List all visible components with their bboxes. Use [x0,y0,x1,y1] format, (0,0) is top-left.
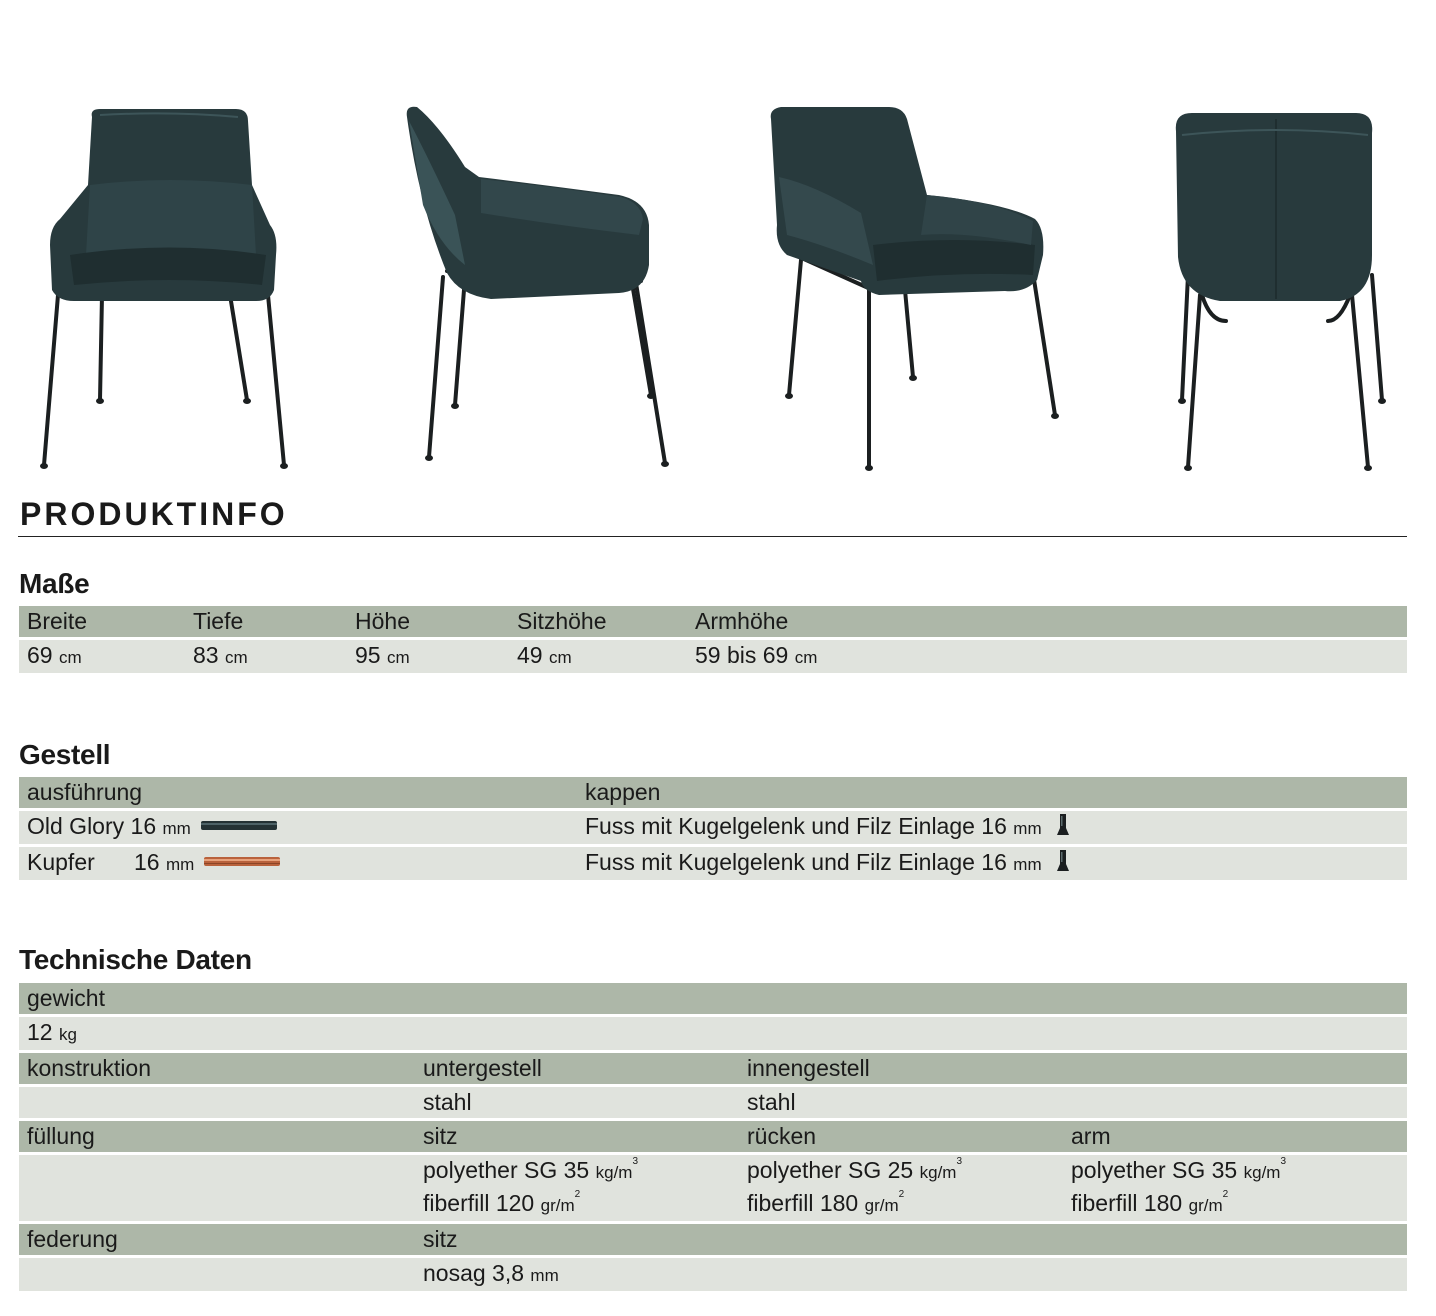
fuellung-ruecken-value: polyether SG 25 $kg/m^3$ fiberfill 180 $gr/m^2$ [739,1155,1063,1221]
untergestell-label: untergestell [415,1053,739,1084]
value-armhoehe: 59 bis 69 cm [687,640,1407,673]
fuellung-ruecken-label: rücken [739,1121,1063,1152]
value-breite: 69 cm [19,640,185,673]
federung-header-row [19,1224,1407,1255]
header-breite: Breite [19,606,185,637]
konstruktion-header-row [19,1053,1407,1084]
header-tiefe: Tiefe [185,606,347,637]
innengestell-label: innengestell [739,1053,1407,1084]
header-hoehe: Höhe [347,606,509,637]
product-views [0,0,1436,480]
gewicht-header-row [19,983,1407,1014]
back-view-image [1140,95,1436,480]
fuellung-sitz-value: polyether SG 35 $kg/m^3$ fiberfill 120 $gr/m^2$ [415,1155,739,1221]
header-armhoehe: Armhöhe [687,606,1407,637]
front-view-image [30,95,330,480]
innengestell-value: stahl [739,1087,1407,1118]
fuellung-arm-value: polyether SG 35 $kg/m^3$ fiberfill 180 $gr/m^2$ [1063,1155,1407,1221]
old-glory-swatch [201,820,277,831]
cap-description: Fuss mit Kugelgelenk und Filz Einlage 16 [585,849,1007,875]
three-quarter-view-image [765,95,1065,480]
fuellung-label: füllung [19,1121,415,1152]
gestell-heading: Gestell [19,739,111,770]
gestell-header-row [19,777,1407,808]
finish-name: Old Glory [27,813,125,839]
header-kappen: kappen [577,777,1407,808]
fuellung-arm-label: arm [1063,1121,1407,1152]
technische-table [19,980,1407,1294]
masse-heading: Maße [19,568,90,599]
konstruktion-value-row [19,1087,1407,1118]
federung-label: federung [19,1224,415,1255]
federung-value-row [19,1258,1407,1291]
fuellung-value-row [19,1155,1407,1221]
federung-sitz-label: sitz [415,1224,1407,1255]
federung-value: nosag 3,8 mm [415,1258,1407,1291]
header-sitzhoehe: Sitzhöhe [509,606,687,637]
gewicht-value-row: 12 kg [19,1017,1407,1050]
masse-value-row [19,640,1407,673]
gestell-row-kupfer: Kupfer 16 mm Fuss mit Kugelgelenk und Filz Einlage 16 mm [19,847,1407,880]
gestell-table [19,774,1407,883]
finish-name: Kupfer [27,849,95,875]
value-sitzhoehe: 49 cm [509,640,687,673]
gewicht-value: 12 [27,1019,53,1045]
page-title: PRODUKTINFO [20,496,288,532]
konstruktion-label: konstruktion [19,1053,415,1084]
technische-heading: Technische Daten [19,944,252,975]
header-ausfuehrung: ausführung [19,777,577,808]
foot-glide-icon [1056,849,1070,873]
masse-header-row [19,606,1407,637]
cap-description: Fuss mit Kugelgelenk und Filz Einlage 16 [585,813,1007,839]
side-view-image [395,95,695,480]
gestell-row-old-glory: Old Glory 16 mm Fuss mit Kugelgelenk und Filz Einlage 16 mm [19,811,1407,844]
gewicht-label: gewicht [19,983,1407,1014]
copper-swatch [204,856,280,867]
foot-glide-icon [1056,813,1070,837]
title-divider [18,536,1407,537]
value-tiefe: 83 cm [185,640,347,673]
fuellung-header-row [19,1121,1407,1152]
untergestell-value: stahl [415,1087,739,1118]
masse-table [19,603,1407,676]
value-hoehe: 95 cm [347,640,509,673]
fuellung-sitz-label: sitz [415,1121,739,1152]
